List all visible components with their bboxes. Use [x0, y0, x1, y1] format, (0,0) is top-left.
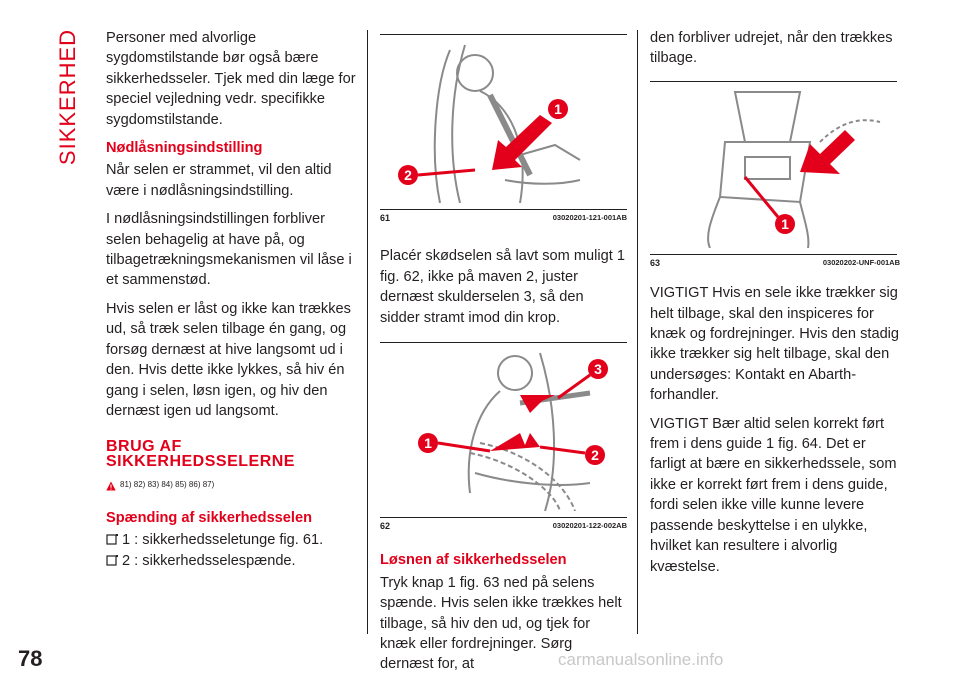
figure-caption [380, 210, 627, 224]
figure-number: 62 [380, 521, 391, 532]
figure-63 [650, 81, 897, 255]
list-item: 2 : sikkerhedsselespænde. [106, 551, 356, 571]
watermark: carmanualsonline.info [558, 650, 724, 669]
paragraph: Placér skødselen så lavt som muligt 1 fig. 62, ikke på maven 2, juster dernæst skulderselen 3, så den sidder stramt imod din krop. [380, 248, 625, 326]
callout-1: 1 [554, 101, 562, 117]
checkbox-icon [106, 555, 118, 566]
seatbelt-position-illustration [380, 343, 627, 511]
figure-62 [380, 342, 627, 518]
section-title: SIKKERHED [55, 28, 80, 166]
figure-code: 03020201-122-002AB [552, 521, 627, 531]
warning-reference [106, 475, 356, 495]
heading-fasten: Spænding af sikkerhedsselen [106, 509, 313, 526]
page-number: 78 [18, 646, 43, 671]
heading-release: Løsnen af sikkerhedsselen [380, 552, 567, 569]
paragraph: VIGTIGT Hvis en sele ikke trækker sig helt tilbage, skal den inspiceres for knæk og fordrejninger. Hvis den stadig ikke trækker sig helt tilbage, skal den undersøges: Kontakt en Abarth-forhandler. [650, 285, 900, 404]
heading-emergency-lock: Nødlåsningsindstilling [106, 140, 263, 157]
paragraph: Hvis selen er låst og ikke kan trækkes ud, så træk selen tilbage én gang, og forsøg dernæst at hive langsomt ud i den. Hvis dette ikke lykkes, så hiv én gang i selen, løsn igen, og hiv den dernæst igen ud langsomt. [106, 300, 351, 419]
seatbelt-buckle-illustration [380, 35, 627, 203]
seatbelt-release-illustration [650, 82, 897, 248]
figure-caption [380, 518, 627, 532]
paragraph: Når selen er strammet, vil den altid være i nødlåsningsindstilling. [106, 162, 332, 199]
warning-triangle-icon [106, 481, 116, 491]
paragraph: Tryk knap 1 fig. 63 ned på selens spænde. Hvis selen ikke trækkes helt tilbage, så hiv den ud, og tjek for knæk eller fordrejninger. Sørg dernæst for, at [380, 574, 622, 673]
intro-paragraph: Personer med alvorlige sygdomstilstande bør også bære sikkerhedsseler. Tjek med din læge for speciel vejledning vedr. specifikke sygdomstilstande. [106, 30, 356, 128]
column-2 [380, 28, 627, 683]
heading-use-seatbelts: BRUG AF SIKKERHEDSSELERNE [106, 438, 295, 471]
callout-2: 2 [591, 447, 599, 464]
list-item: 1 : sikkerhedsseletunge fig. 61. [106, 530, 356, 550]
figure-number: 61 [380, 213, 391, 224]
callout-1: 1 [424, 435, 432, 452]
column-divider [637, 30, 638, 634]
figure-code: 03020202-UNF-001AB [822, 258, 900, 268]
figure-code: 03020201-121-001AB [552, 213, 627, 223]
warning-refs: 81) 82) 83) 84) 85) 86) 87) [120, 480, 215, 490]
section-tab [55, 28, 80, 166]
paragraph: den forbliver udrejet, når den trækkes tilbage. [650, 30, 893, 67]
paragraph: VIGTIGT Bær altid selen korrekt ført frem i dens guide 1 fig. 64. Det er farligt at bære en sikkerhedssele, som ikke er korrekt ført frem i dens guide, fordi selen ikke ville kunne levere passende beskyttelse i en ulykke, hvilket kan resultere i alvorlig kvæstelse. [650, 415, 897, 575]
figure-caption [650, 255, 900, 269]
callout-2: 2 [404, 167, 412, 183]
figure-61 [380, 34, 627, 210]
callout-3: 3 [594, 361, 602, 378]
checkbox-icon [106, 534, 118, 545]
column-3 [650, 28, 900, 585]
column-divider [367, 30, 368, 634]
paragraph: I nødlåsningsindstillingen forbliver selen behagelig at have på, og tilbagetrækningsmekanismen vil låse i et sammenstød. [106, 211, 352, 289]
column-1 [106, 28, 356, 571]
figure-number: 63 [650, 258, 661, 269]
callout-1: 1 [781, 215, 789, 232]
